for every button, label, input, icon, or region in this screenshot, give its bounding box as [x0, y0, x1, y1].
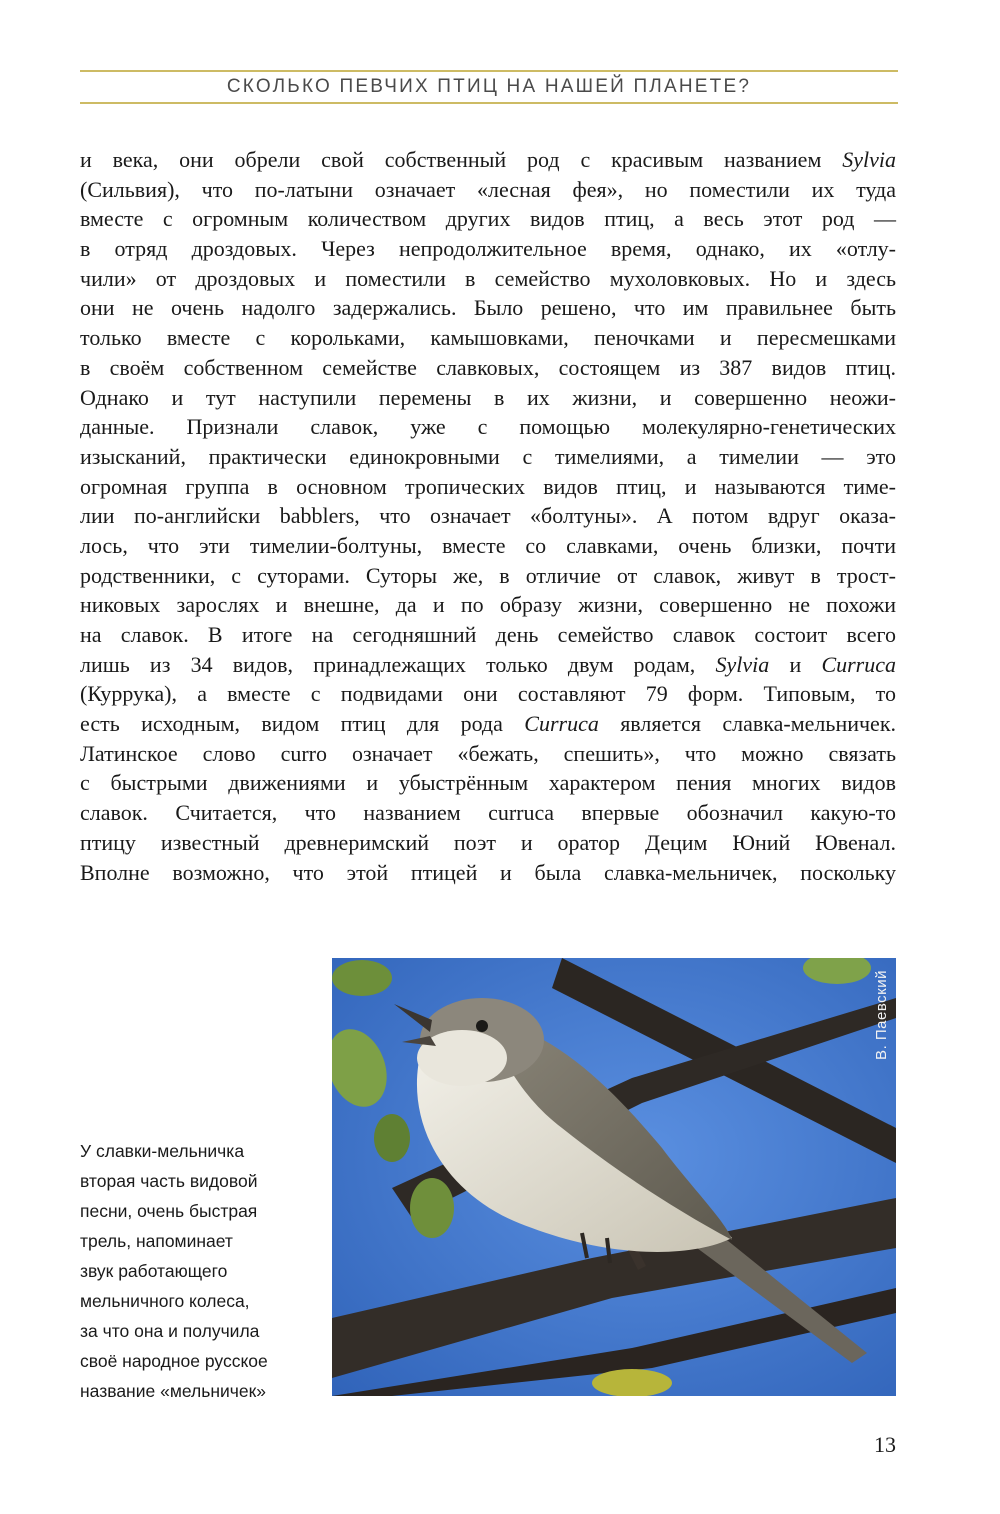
caption-line: название «мельничек»	[80, 1381, 267, 1401]
caption-line: трель, напоминает	[80, 1231, 233, 1251]
running-head	[80, 70, 898, 104]
text-line	[80, 768, 896, 798]
text-line	[80, 620, 896, 650]
text-line	[80, 590, 896, 620]
text-segment: огромная группа в основном тропических видов птиц, и называются тиме-	[80, 473, 896, 499]
text-segment: они не очень надолго задержались. Было решено, что им правильнее быть	[80, 295, 896, 321]
bird-photo	[332, 958, 896, 1396]
leaf	[374, 1114, 410, 1162]
text-segment: Sylvia	[715, 651, 770, 677]
leaf	[410, 1178, 454, 1238]
text-segment: и	[769, 651, 822, 677]
bird-illustration	[332, 958, 896, 1396]
text-line	[80, 442, 896, 472]
bird-eye	[476, 1020, 488, 1032]
text-segment: чили» от дроздовых и поместили в семейство мухоловковых. Но и здесь	[80, 265, 896, 291]
text-line	[80, 798, 896, 828]
text-segment: и века, они обрели свой собственный род с красивым названием	[80, 147, 843, 172]
text-segment: Curruca	[821, 651, 896, 677]
text-line	[80, 204, 896, 234]
text-segment: родственники, с суторами. Суторы же, в отличие от славок, живут в трост-	[80, 562, 896, 588]
text-segment: есть исходным, видом птиц для рода	[80, 711, 525, 737]
text-segment: Латинское слово curro означает «бежать, спешить», что можно связать	[80, 740, 896, 766]
caption-line: вторая часть видовой	[80, 1171, 258, 1191]
text-line	[80, 293, 896, 323]
text-segment: Curruca	[524, 711, 599, 737]
caption-line: У славки-мельничка	[80, 1141, 245, 1161]
text-segment: никовых зарослях и внешне, да и по образу жизни, совершенно не похожи	[80, 592, 896, 618]
caption-line: песни, очень быстрая	[80, 1201, 258, 1221]
text-segment: Вполне возможно, что этой птицей и была славка-мельничек, поскольку	[80, 859, 896, 885]
text-line	[80, 501, 896, 531]
body-text	[80, 145, 896, 887]
text-line	[80, 739, 896, 769]
text-line	[80, 234, 896, 264]
text-line	[80, 561, 896, 591]
text-line	[80, 175, 896, 205]
text-segment: с быстрыми движениями и убыстрённым характером пения многих видов	[80, 770, 896, 796]
text-line	[80, 828, 896, 858]
text-segment: вместе с огромным количеством других видов птиц, а весь этот род —	[80, 206, 896, 232]
text-line	[80, 353, 896, 383]
running-head-title: СКОЛЬКО ПЕВЧИХ ПТИЦ НА НАШЕЙ ПЛАНЕТЕ?	[226, 76, 752, 97]
text-segment: в отряд дроздовых. Через непродолжительное время, однако, их «отлу-	[80, 236, 896, 262]
text-segment: является славка-мельничек.	[598, 711, 897, 737]
text-segment: в своём собственном семействе славковых, состоящем из 387 видов птиц.	[80, 354, 896, 380]
text-line	[80, 412, 896, 442]
text-segment: изысканий, практически единокровными с тимелиями, а тимелии — это	[80, 443, 896, 469]
text-segment: лишь из 34 видов, принадлежащих только двум родам,	[80, 651, 716, 677]
text-segment: лии по-английски babblers, что означает «болтуны». А потом вдруг оказа-	[80, 503, 896, 529]
text-segment: Однако и тут наступили перемены в их жизни, и совершенно неожи-	[80, 384, 896, 410]
leaf	[332, 960, 392, 996]
text-line	[80, 679, 896, 709]
text-line	[80, 145, 896, 175]
caption-line: звук работающего	[80, 1261, 228, 1281]
text-segment: (Сильвия), что по-латыни означает «лесная фея», но поместили их туда	[80, 176, 896, 202]
caption-line: мельничного колеса,	[80, 1291, 250, 1311]
leaf	[592, 1369, 672, 1396]
text-line	[80, 323, 896, 353]
text-line	[80, 709, 896, 739]
page-number: 13	[874, 1432, 896, 1457]
caption-line: своё народное русское	[80, 1351, 268, 1371]
text-line	[80, 472, 896, 502]
text-segment: Sylvia	[842, 147, 896, 172]
photo-credit: В. Паевский	[873, 970, 890, 1060]
photo-caption	[80, 1136, 320, 1406]
text-segment: птицу известный древнеримский поэт и оратор Децим Юний Ювенал.	[80, 829, 896, 855]
text-line	[80, 531, 896, 561]
text-line	[80, 858, 896, 888]
text-line	[80, 264, 896, 294]
text-segment: только вместе с корольками, камышовками, пеночками и пересмешками	[80, 325, 896, 351]
text-segment: (Куррука), а вместе с подвидами они составляют 79 форм. Типовым, то	[80, 681, 896, 707]
caption-line: за что она и получила	[80, 1321, 260, 1341]
text-segment: на славок. В итоге на сегодняшний день семейство славок состоит всего	[80, 622, 896, 647]
text-segment: лось, что эти тимелии-болтуны, вместе со славками, очень близки, почти	[80, 532, 896, 558]
text-segment: данные. Признали славок, уже с помощью молекулярно-генетических	[80, 414, 896, 440]
text-segment: славок. Считается, что названием curruca впервые обозначил какую-то	[80, 800, 896, 826]
text-line	[80, 650, 896, 680]
text-line	[80, 383, 896, 413]
